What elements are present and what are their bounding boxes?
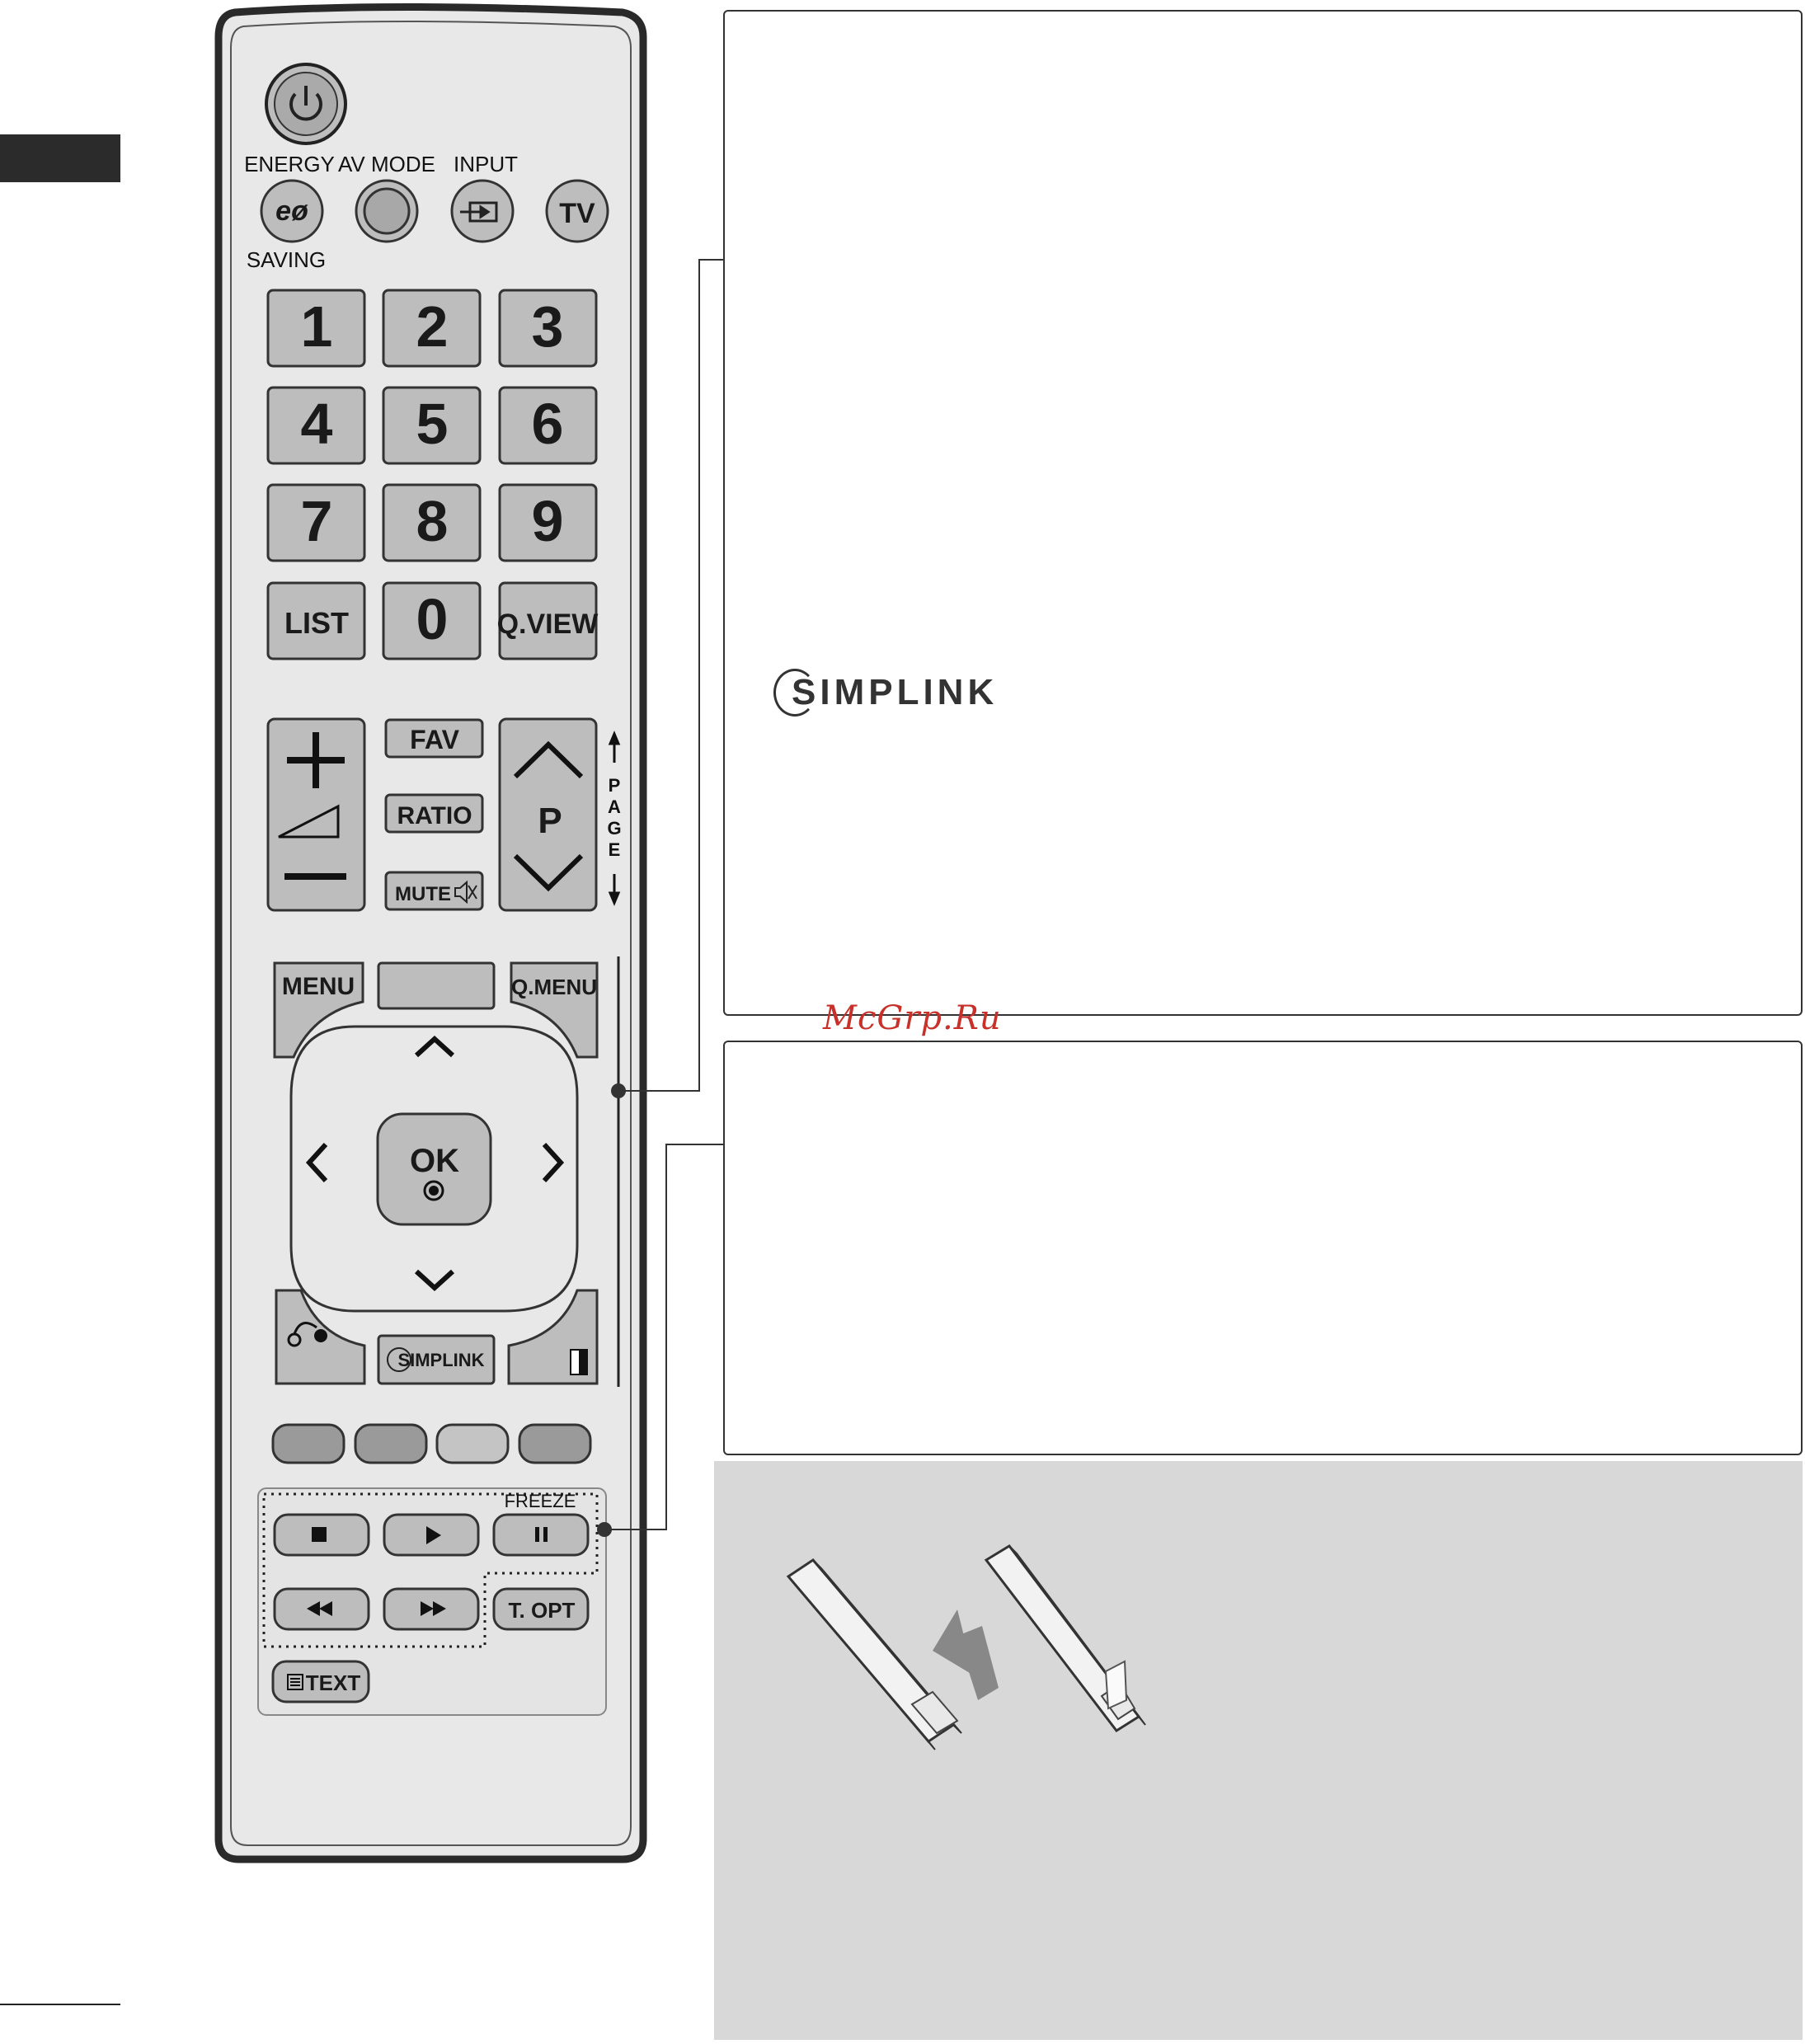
qmenu-label: Q.MENU	[511, 975, 597, 999]
text-label: TEXT	[305, 1670, 361, 1695]
key-2-label: 2	[416, 294, 449, 359]
page-letter-p: P	[608, 775, 621, 796]
energy-label: ENERGY	[244, 152, 335, 176]
qview-label: Q.VIEW	[496, 609, 599, 640]
key-0-label: 0	[416, 587, 449, 651]
key-7-label: 7	[300, 489, 333, 553]
yellow-button[interactable]	[437, 1425, 508, 1463]
energy-saving-icon: eø	[275, 195, 308, 227]
av-mode-label: AV MODE	[338, 152, 435, 176]
fav-label: FAV	[410, 725, 459, 754]
red-button[interactable]	[273, 1425, 344, 1463]
programme-label: P	[538, 801, 562, 841]
key-5-label: 5	[416, 392, 449, 456]
watermark: McGrp.Ru	[823, 999, 1002, 1037]
page-letter-a: A	[608, 796, 621, 817]
simplink-key-label: SIMPLINK	[397, 1350, 485, 1370]
blank-button[interactable]	[378, 963, 494, 1008]
input-label: INPUT	[454, 152, 518, 176]
topt-label: T. OPT	[508, 1598, 576, 1623]
tv-label: TV	[559, 198, 595, 229]
key-3-label: 3	[531, 294, 564, 359]
key-9-label: 9	[531, 489, 564, 553]
menu-label: MENU	[281, 973, 355, 1000]
pause-button[interactable]	[494, 1515, 588, 1555]
key-6-label: 6	[531, 392, 564, 456]
saving-label: SAVING	[246, 247, 327, 272]
blue-button[interactable]	[519, 1425, 590, 1463]
key-4-label: 4	[300, 392, 333, 456]
ok-label: OK	[410, 1143, 459, 1179]
list-label: LIST	[284, 606, 349, 640]
key-1-label: 1	[300, 294, 333, 359]
key-8-label: 8	[416, 489, 449, 553]
page-letter-g: G	[607, 818, 622, 839]
simplink-logo-text: SIMPLINK	[792, 672, 999, 712]
av-mode-button[interactable]	[356, 181, 417, 242]
exit-icon	[571, 1350, 587, 1374]
green-button[interactable]	[355, 1425, 426, 1463]
freeze-label: FREEZE	[504, 1491, 576, 1511]
mute-label: MUTE	[395, 883, 451, 905]
ratio-label: RATIO	[397, 802, 472, 829]
stop-icon	[312, 1527, 327, 1542]
page-letter-e: E	[608, 839, 621, 860]
